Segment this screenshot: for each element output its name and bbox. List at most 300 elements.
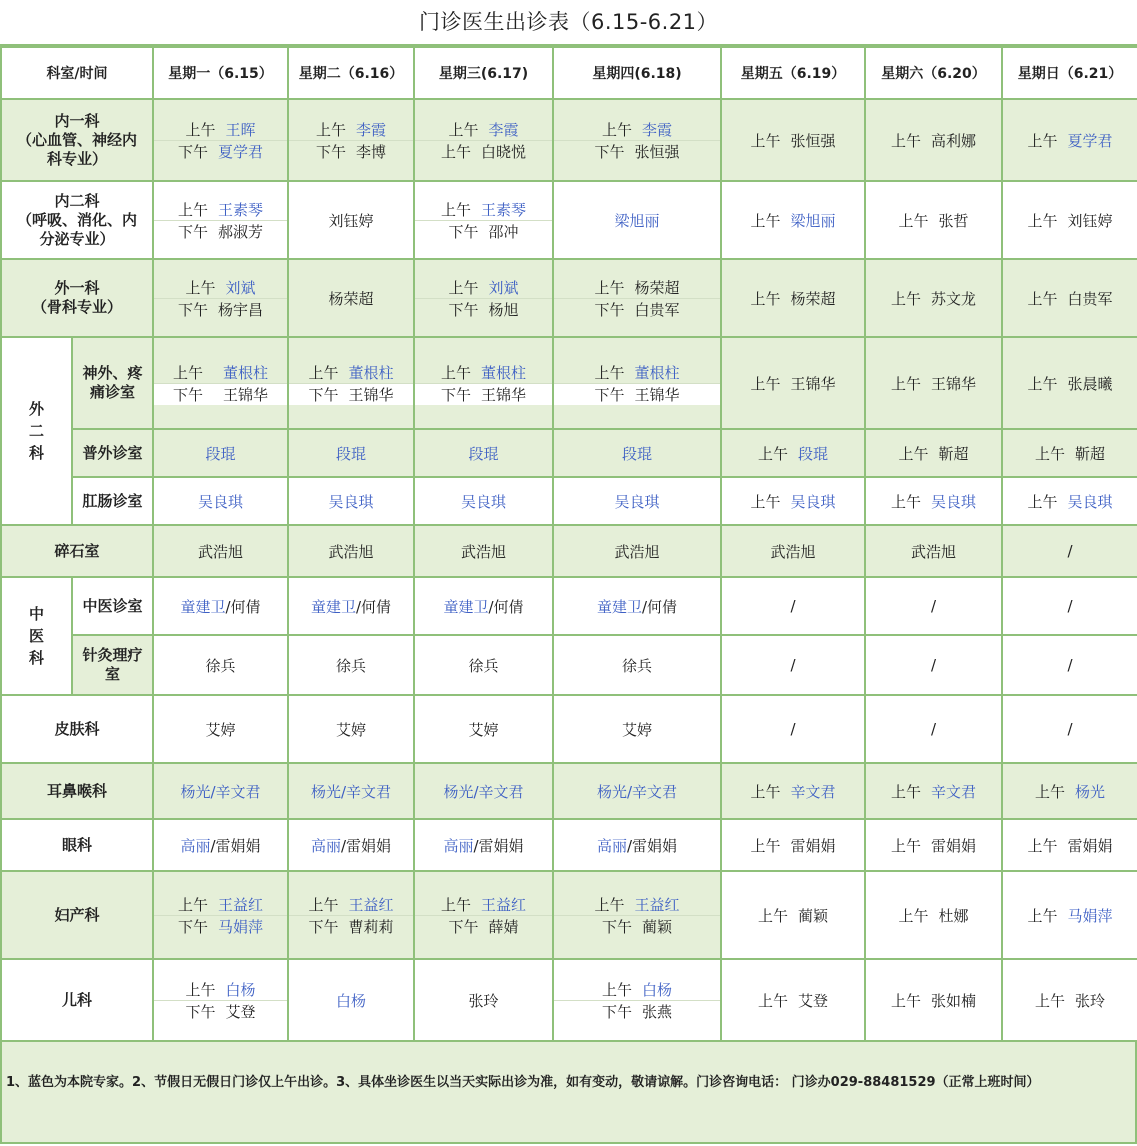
pm-slot: 下午 马娟萍 <box>177 917 264 936</box>
am-slot: 上午 刘斌 <box>415 277 552 299</box>
schedule-cell: 上午 吴良琪 <box>1002 477 1137 525</box>
am-slot: 上午 王素琴 <box>154 199 287 221</box>
dept-subtitle: （心血管、神经内科专业） <box>16 130 137 168</box>
schedule-cell: 上午 靳超 <box>1002 429 1137 477</box>
am-slot: 上午 刘斌 <box>154 277 287 299</box>
schedule-cell <box>153 99 288 181</box>
doctor-expert: 王益红 <box>348 895 394 914</box>
doctor-expert: 段琨 <box>621 444 652 463</box>
schedule-cell <box>288 635 414 695</box>
schedule-cell <box>1002 525 1137 577</box>
schedule-cell <box>553 525 721 577</box>
pm-slot: 下午 曹莉莉 <box>308 917 394 936</box>
am-slot: 上午 董根柱 <box>289 362 413 384</box>
pm-slot: 下午 杨宇昌 <box>177 300 264 319</box>
page-title: 门诊医生出诊表（6.15-6.21） <box>0 0 1137 46</box>
schedule-cell <box>414 337 553 429</box>
schedule-cell <box>153 871 288 959</box>
doctor-expert: 童建卫 <box>310 597 356 616</box>
doctor-expert: 段琨 <box>335 444 366 463</box>
doctor-expert: 吴良琪 <box>931 492 977 511</box>
doctor: 王锦华 <box>223 385 269 404</box>
pm-slot: 下午 王锦华 <box>154 383 287 405</box>
row-wai1 <box>1 259 1137 337</box>
schedule-cell: / <box>865 635 1002 695</box>
doctor: 艾婷 <box>205 720 236 739</box>
schedule-cell <box>153 181 288 259</box>
am-slot: 上午 王益红 <box>289 894 413 916</box>
room-label: 普外诊室 <box>72 429 153 477</box>
doctor-expert: 杨光/辛文君 <box>443 782 524 801</box>
doctor: 杨荣超 <box>328 289 374 308</box>
doctor: / <box>1067 542 1073 560</box>
dept-name: 外二科 <box>28 400 44 462</box>
doctor-expert: 吴良琪 <box>1067 492 1113 511</box>
schedule-cell <box>414 525 553 577</box>
schedule-cell: 上午 段琨 <box>721 429 865 477</box>
schedule-cell: 上午 杨荣超 <box>721 259 865 337</box>
schedule-cell: / <box>721 577 865 635</box>
schedule-cell: / <box>1002 635 1137 695</box>
doctor-expert: 王益红 <box>218 895 264 914</box>
dept-name: 儿科 <box>61 990 92 1009</box>
doctor: 薛婧 <box>488 917 519 936</box>
am-slot: 上午 李霞 <box>289 119 413 141</box>
doctor: 杨荣超 <box>790 289 836 308</box>
schedule-cell <box>553 819 721 871</box>
row-zhongyi-zhenshi <box>1 577 1137 635</box>
schedule-cell <box>288 871 414 959</box>
dept-subtitle: （骨科专业） <box>31 298 122 316</box>
doctor-expert: 高丽 <box>596 836 627 855</box>
room-label: 针灸理疗室 <box>72 635 153 695</box>
schedule-cell: / <box>865 695 1002 763</box>
schedule-cell: 上午 辛文君 <box>721 763 865 819</box>
doctor-expert: 童建卫 <box>596 597 642 616</box>
schedule-cell <box>553 181 721 259</box>
doctor: 武浩旭 <box>328 542 374 561</box>
row-yan <box>1 819 1137 871</box>
schedule-cell <box>153 525 288 577</box>
dept-name: 眼科 <box>61 835 92 854</box>
doctor: 王锦华 <box>931 374 977 393</box>
schedule-cell <box>553 577 721 635</box>
row-suishi <box>1 525 1137 577</box>
dept-cell <box>1 99 153 181</box>
doctor: /何倩 <box>488 597 524 616</box>
doctor-expert: 夏学君 <box>218 142 264 161</box>
schedule-cell <box>553 99 721 181</box>
doctor-expert: 段琨 <box>468 444 499 463</box>
doctor: 王锦华 <box>481 385 527 404</box>
schedule-cell <box>153 259 288 337</box>
schedule-cell <box>288 337 414 429</box>
pm-slot: 下午 张燕 <box>601 1002 673 1021</box>
schedule-cell <box>153 577 288 635</box>
pm-slot: 下午 艾登 <box>185 1002 256 1021</box>
am-slot: 上午 董根柱 <box>154 362 287 384</box>
schedule-cell: 上午 高利娜 <box>865 99 1002 181</box>
schedule-cell: 上午 蔺颖 <box>721 871 865 959</box>
dept-cell <box>1 695 153 763</box>
schedule-cell <box>153 695 288 763</box>
doctor: /何倩 <box>225 597 261 616</box>
schedule-cell: 上午 张晨曦 <box>1002 337 1137 429</box>
dept-cell <box>1 871 153 959</box>
doctor-expert: 梁旭丽 <box>790 211 836 230</box>
dept-subtitle: （呼吸、消化、内分泌专业） <box>16 210 137 248</box>
room-label: 中医诊室 <box>72 577 153 635</box>
dept-name: 皮肤科 <box>54 719 100 738</box>
schedule-cell <box>414 635 553 695</box>
doctor-expert: 李霞 <box>356 120 387 139</box>
schedule-cell: 上午 王锦华 <box>721 337 865 429</box>
schedule-cell <box>553 959 721 1041</box>
schedule-cell: 上午 夏学君 <box>1002 99 1137 181</box>
am-slot: 上午 王益红 <box>554 894 720 916</box>
am-slot: 上午 白晓悦 <box>440 142 527 161</box>
schedule-cell <box>288 429 414 477</box>
schedule-cell <box>721 525 865 577</box>
header-day-4: 星期四(6.18) <box>553 47 721 99</box>
schedule-cell <box>414 477 553 525</box>
row-wai2-gangchang <box>1 477 1137 525</box>
dept-cell <box>1 819 153 871</box>
schedule-cell: 上午 杜娜 <box>865 871 1002 959</box>
doctor-expert: 李霞 <box>488 120 519 139</box>
header-day-3: 星期三(6.17) <box>414 47 553 99</box>
schedule-cell <box>553 477 721 525</box>
doctor: 徐兵 <box>468 656 499 675</box>
dept-cell <box>1 259 153 337</box>
doctor: /雷娟娟 <box>210 836 261 855</box>
schedule-cell <box>553 871 721 959</box>
schedule-cell: 上午 雷娟娟 <box>865 819 1002 871</box>
schedule-cell: 上午 刘钰婷 <box>1002 181 1137 259</box>
header-day-1: 星期一（6.15） <box>153 47 288 99</box>
schedule-cell: 上午 吴良琪 <box>865 477 1002 525</box>
doctor: 雷娟娟 <box>790 836 836 855</box>
schedule-cell <box>288 577 414 635</box>
doctor: 张燕 <box>642 1002 673 1021</box>
doctor: 武浩旭 <box>770 542 816 561</box>
pm-slot: 下午 邵冲 <box>448 222 519 241</box>
doctor-expert: 童建卫 <box>443 597 489 616</box>
doctor: 雷娟娟 <box>931 836 977 855</box>
dept-cell <box>1 525 153 577</box>
row-fuchan <box>1 871 1137 959</box>
doctor: 徐兵 <box>621 656 652 675</box>
am-slot: 上午 王晖 <box>154 119 287 141</box>
doctor-expert: 王益红 <box>481 895 527 914</box>
schedule-cell <box>414 429 553 477</box>
dept-name: 碎石室 <box>54 541 100 560</box>
schedule-cell <box>288 181 414 259</box>
schedule-cell: 上午 艾登 <box>721 959 865 1041</box>
doctor-expert: 董根柱 <box>481 363 527 382</box>
doctor-expert: 吴良琪 <box>790 492 836 511</box>
doctor: 武浩旭 <box>197 542 243 561</box>
doctor-expert: 夏学君 <box>1067 131 1113 150</box>
doctor-expert: 高丽 <box>180 836 211 855</box>
doctor-expert: 王素琴 <box>481 200 527 219</box>
schedule-cell <box>153 337 288 429</box>
doctor: 曹莉莉 <box>348 917 394 936</box>
doctor-expert: 马娟萍 <box>1067 906 1113 925</box>
pm-slot: 下午 薛婧 <box>448 917 519 936</box>
header-row <box>1 47 1137 99</box>
doctor: 靳超 <box>1075 444 1106 463</box>
am-slot: 上午 李霞 <box>554 119 720 141</box>
schedule-cell <box>288 959 414 1041</box>
doctor: 艾婷 <box>621 720 652 739</box>
doctor: 高利娜 <box>931 131 977 150</box>
schedule-cell: 上午 苏文龙 <box>865 259 1002 337</box>
schedule-cell <box>865 525 1002 577</box>
row-nei1 <box>1 99 1137 181</box>
doctor-expert: 吴良琪 <box>328 492 374 511</box>
doctor: 徐兵 <box>205 656 236 675</box>
schedule-cell: 上午 张恒强 <box>721 99 865 181</box>
doctor: 艾婷 <box>335 720 366 739</box>
doctor: 李博 <box>356 142 387 161</box>
doctor: 张恒强 <box>634 142 680 161</box>
header-dept-time: 科室/时间 <box>1 47 153 99</box>
schedule-cell <box>153 959 288 1041</box>
doctor-expert: 辛文君 <box>790 782 836 801</box>
doctor-expert: 白杨 <box>642 980 673 999</box>
dept-cell <box>1 337 72 525</box>
pm-slot: 下午 杨旭 <box>448 300 519 319</box>
doctor: 王锦华 <box>634 385 680 404</box>
doctor-expert: 王益红 <box>634 895 680 914</box>
doctor: 杨宇昌 <box>218 300 264 319</box>
schedule-cell: / <box>721 695 865 763</box>
doctor-expert: 白杨 <box>225 980 256 999</box>
am-slot: 上午 董根柱 <box>554 362 720 384</box>
pm-slot: 下午 张恒强 <box>594 142 680 161</box>
row-wai2-shenwai <box>1 337 1137 429</box>
doctor-expert: 吴良琪 <box>460 492 506 511</box>
doctor: 张哲 <box>938 211 969 230</box>
pm-slot: 下午 李博 <box>315 142 387 161</box>
schedule-cell: / <box>1002 577 1137 635</box>
doctor-expert: 刘斌 <box>225 278 256 297</box>
schedule-cell <box>414 695 553 763</box>
am-slot: 上午 王益红 <box>154 894 287 916</box>
doctor-expert: 杨光 <box>1075 782 1106 801</box>
schedule-cell: / <box>721 635 865 695</box>
dept-cell <box>1 577 72 695</box>
am-slot: 上午 董根柱 <box>415 362 552 384</box>
row-er <box>1 959 1137 1041</box>
am-slot: 上午 白杨 <box>554 979 720 1001</box>
schedule-cell <box>553 635 721 695</box>
dept-name: 中医科 <box>28 605 44 667</box>
am-slot: 上午 白杨 <box>154 979 287 1001</box>
doctor: 杨荣超 <box>634 278 680 297</box>
doctor: 王锦华 <box>790 374 836 393</box>
schedule-cell: / <box>865 577 1002 635</box>
doctor: 艾登 <box>225 1002 256 1021</box>
schedule-cell <box>414 819 553 871</box>
schedule-table <box>0 46 1137 1042</box>
row-nei2 <box>1 181 1137 259</box>
doctor-expert: 董根柱 <box>348 363 394 382</box>
doctor: 靳超 <box>938 444 969 463</box>
schedule-cell <box>414 871 553 959</box>
schedule-cell <box>153 763 288 819</box>
doctor-expert: 李霞 <box>642 120 673 139</box>
doctor: 武浩旭 <box>460 542 506 561</box>
doctor-expert: 高丽 <box>310 836 341 855</box>
schedule-cell: 上午 杨光 <box>1002 763 1137 819</box>
row-wai2-puwai <box>1 429 1137 477</box>
header-day-5: 星期五（6.19） <box>721 47 865 99</box>
doctor: 白贵军 <box>634 300 680 319</box>
dept-cell <box>1 181 153 259</box>
schedule-cell: 上午 雷娟娟 <box>721 819 865 871</box>
dept-cell <box>1 763 153 819</box>
schedule-cell: 上午 王锦华 <box>865 337 1002 429</box>
doctor-expert: 高丽 <box>443 836 474 855</box>
header-day-7: 星期日（6.21） <box>1002 47 1137 99</box>
schedule-cell <box>288 99 414 181</box>
schedule-cell <box>553 695 721 763</box>
doctor-expert: 段琨 <box>205 444 236 463</box>
schedule-cell <box>553 337 721 429</box>
row-erbi <box>1 763 1137 819</box>
doctor-expert: 段琨 <box>798 444 829 463</box>
schedule-cell <box>414 577 553 635</box>
doctor: 张如楠 <box>931 991 977 1010</box>
doctor: 刘钰婷 <box>328 211 374 230</box>
doctor: 武浩旭 <box>910 542 956 561</box>
doctor-expert: 童建卫 <box>180 597 226 616</box>
doctor: 雷娟娟 <box>1067 836 1113 855</box>
dept-name: 内二科 <box>54 191 100 210</box>
dept-name: 耳鼻喉科 <box>46 781 107 800</box>
schedule-cell <box>288 763 414 819</box>
doctor: 徐兵 <box>335 656 366 675</box>
doctor: 张玲 <box>468 991 499 1010</box>
doctor: 艾婷 <box>468 720 499 739</box>
schedule-cell <box>414 959 553 1041</box>
doctor: 白贵军 <box>1067 289 1113 308</box>
doctor-expert: 杨光/辛文君 <box>180 782 261 801</box>
doctor: 艾登 <box>798 991 829 1010</box>
doctor-expert: 杨光/辛文君 <box>310 782 392 801</box>
doctor-expert: 刘斌 <box>488 278 519 297</box>
doctor: 邵冲 <box>488 222 519 241</box>
doctor: 郝淑芳 <box>218 222 264 241</box>
doctor: /雷娟娟 <box>473 836 524 855</box>
schedule-cell: 上午 张哲 <box>865 181 1002 259</box>
doctor-expert: 辛文君 <box>931 782 977 801</box>
doctor-expert: 梁旭丽 <box>614 211 660 230</box>
row-pifu <box>1 695 1137 763</box>
doctor-expert: 董根柱 <box>223 363 269 382</box>
schedule-cell: 上午 辛文君 <box>865 763 1002 819</box>
doctor-expert: 吴良琪 <box>197 492 243 511</box>
pm-slot: 下午 蔺颖 <box>601 917 673 936</box>
header-day-6: 星期六（6.20） <box>865 47 1002 99</box>
schedule-cell: 上午 梁旭丽 <box>721 181 865 259</box>
dept-name: 外一科 <box>54 279 100 297</box>
doctor: 刘钰婷 <box>1067 211 1113 230</box>
doctor: 蔺颖 <box>798 906 829 925</box>
am-slot: 上午 王素琴 <box>415 199 552 221</box>
doctor: 张晨曦 <box>1067 374 1113 393</box>
schedule-cell <box>153 819 288 871</box>
doctor: 张恒强 <box>790 131 836 150</box>
pm-slot: 下午 白贵军 <box>594 300 680 319</box>
pm-slot: 下午 王锦华 <box>415 383 552 405</box>
doctor: 杨旭 <box>488 300 519 319</box>
dept-cell <box>1 959 153 1041</box>
header-day-2: 星期二（6.16） <box>288 47 414 99</box>
doctor: 杜娜 <box>938 906 969 925</box>
footer-notes: 1、蓝色为本院专家。2、节假日无假日门诊仅上午出诊。3、具体坐诊医生以当天实际出诊为准，如有变动，敬请谅解。门诊咨询电话： 门诊办029-88481529（正常上班时间） <box>0 1042 1137 1144</box>
doctor: 白晓悦 <box>481 142 527 161</box>
doctor: /何倩 <box>355 597 392 616</box>
schedule-cell <box>414 259 553 337</box>
pm-slot: 下午 王锦华 <box>289 383 413 405</box>
doctor-expert: 白杨 <box>335 991 366 1010</box>
dept-name: 妇产科 <box>54 905 100 924</box>
schedule-cell <box>153 477 288 525</box>
am-slot: 上午 杨荣超 <box>554 277 720 299</box>
doctor: /雷娟娟 <box>626 836 678 855</box>
doctor-expert: 吴良琪 <box>614 492 660 511</box>
schedule-cell <box>153 635 288 695</box>
room-label: 肛肠诊室 <box>72 477 153 525</box>
row-zhongyi-zhenjiu <box>1 635 1137 695</box>
schedule-cell: 上午 马娟萍 <box>1002 871 1137 959</box>
doctor-expert: 王晖 <box>225 120 256 139</box>
doctor: 武浩旭 <box>614 542 660 561</box>
schedule-cell <box>288 525 414 577</box>
schedule-cell: 上午 张玲 <box>1002 959 1137 1041</box>
doctor: /何倩 <box>641 597 678 616</box>
am-slot: 上午 李霞 <box>415 119 552 141</box>
schedule-cell: 上午 雷娟娟 <box>1002 819 1137 871</box>
schedule-cell <box>553 259 721 337</box>
doctor-expert: 马娟萍 <box>218 917 264 936</box>
doctor-expert: 董根柱 <box>634 363 680 382</box>
doctor: /雷娟娟 <box>340 836 392 855</box>
doctor: 王锦华 <box>348 385 394 404</box>
doctor-expert: 王素琴 <box>218 200 264 219</box>
schedule-cell <box>288 819 414 871</box>
schedule-cell <box>553 429 721 477</box>
doctor: 张玲 <box>1075 991 1106 1010</box>
doctor: 蔺颖 <box>642 917 673 936</box>
doctor-expert: 杨光/辛文君 <box>596 782 678 801</box>
schedule-cell <box>414 181 553 259</box>
schedule-cell <box>153 429 288 477</box>
schedule-cell: / <box>1002 695 1137 763</box>
pm-slot: 下午 郝淑芳 <box>177 222 264 241</box>
pm-slot: 下午 夏学君 <box>177 142 264 161</box>
schedule-cell <box>288 259 414 337</box>
doctor: 苏文龙 <box>931 289 977 308</box>
schedule-cell <box>414 99 553 181</box>
schedule-cell <box>288 695 414 763</box>
schedule-cell <box>553 763 721 819</box>
am-slot: 上午 王益红 <box>415 894 552 916</box>
dept-name: 内一科 <box>54 111 100 130</box>
